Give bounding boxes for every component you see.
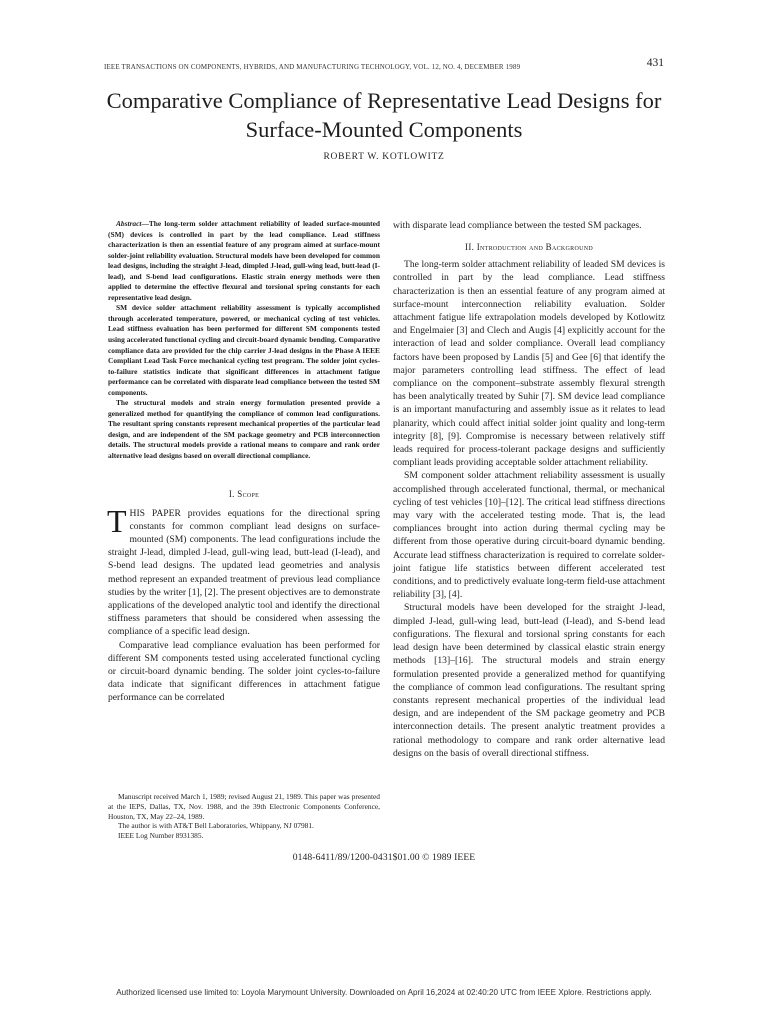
license-notice: Authorized licensed use limited to: Loyola Marymount University. Downloaded on April 16,2024 at 02:40:20 UTC from IEEE Xplore. Restrictions apply. (116, 988, 652, 997)
abstract-paragraph-1 (108, 219, 380, 303)
introduction-paragraph-3: Structural models have been developed for the straight J-lead, dimpled J-lead, gull-wing lead, butt-lead (I-lead), and S-bend lead configurations. The flexural and torsional spring constants for each lead design have been determined by classical elastic strain energy methods [13]–[16]. The structural models and strain energy formulation presented provide a generalized method for quantifying the compliance of common lead configurations. The resultant spring constants represent mechanical properties of the individual lead design, and are independent of the SM package geometry and PCB interconnection details. The present analytic treatment provides a rational methodology to compare and rank order alternative lead designs on the basis of overall directional stiffness. (393, 602, 665, 759)
abstract-paragraph-2: SM device solder attachment reliability assessment is typically accomplished through accelerated temperature, powered, or mechanical cycling of test vehicles. Lead stiffness evaluation has been performed for different SM components tested using accelerated functional cycling and circuit-board dynamic bending. Comparative compliance data are provided for the chip carrier J-lead designs in the Phase A IEEE Compliant Lead Task Force mechanical cycling test program. The solder joint cycles-to-failure statistics indicate that significant differences in attachment fatigue performance can be correlated with disparate lead compliance between the tested SM components. (108, 303, 380, 397)
abstract-text-1: —The long-term solder attachment reliability of leaded surface-mounted (SM) devices is controlled in part by the lead compliance. Lead stiffness characterization is then an essential feature of any program aimed at surface-mount solder-joint reliability evaluation. Structural models have been developed for common lead designs, including the straight J-lead, dimpled J-lead, gull-wing lead, butt-lead (I-lead), and S-bend lead configurations. Elastic strain energy methods were then applied to determine the effective flexural and torsional spring constants for each representative lead design. (108, 219, 380, 302)
footnote-log-number: IEEE Log Number 8931385. (118, 831, 204, 841)
abstract-paragraph-3: The structural models and strain energy formulation presented provide a generalized method for quantifying the compliance of common lead configurations. The resultant spring constants represent mechanical properties of the particular lead design, and are independent of the SM package geometry and PCB interconnection details. The structural models provide a rational means to compare and rank order alternative lead designs based on overall directional compliance. (108, 398, 380, 461)
running-head: IEEE TRANSACTIONS ON COMPONENTS, HYBRIDS, AND MANUFACTURING TECHNOLOGY, VOL. 12, NO. 4, DECEMBER 1989 (104, 63, 521, 71)
abstract (108, 219, 380, 462)
issn-copyright-line: 0148-6411/89/1200-0431$01.00 © 1989 IEEE (292, 852, 476, 863)
introduction-body (393, 258, 665, 760)
left-column (108, 219, 380, 705)
author-name: ROBERT W. KOTLOWITZ (323, 152, 445, 162)
right-column (393, 219, 665, 760)
section-heading-introduction: II. Introduction and Background (465, 242, 593, 253)
scope-paragraph-1 (107, 502, 380, 639)
right-column-body (393, 219, 665, 232)
scope-paragraph-2: Comparative lead compliance evaluation has been performed for different SM components tested using accelerated functional cycling or circuit-board dynamic bending. The solder joint cycles-to-failure data indicate that significant differences in attachment fatigue performance can be correlated (108, 639, 380, 704)
scope-body (107, 502, 380, 705)
scope-text-1: HIS PAPER provides equations for the directional spring constants for common compliant lead designs on surface-mounted (SM) components. The lead configurations include the straight J-lead, dimpled J-lead, gull-wing lead, butt-lead (I-lead), and S-bend lead designs. The updated lead geometries and analysis method represent an expanded treatment of previous lead compliance studies by the writer [1], [2]. The present objectives are to demonstrate applications of the developed analytic tool and identify the directional stiffness parameters that should be considered when assessing the compliance of a specific lead design. (108, 507, 380, 638)
abstract-label: Abstract (116, 219, 142, 228)
continuation-paragraph: with disparate lead compliance between the tested SM packages. (393, 220, 642, 231)
section-heading-scope: I. Scope (228, 488, 260, 499)
footnotes (108, 792, 380, 841)
footnote-manuscript: Manuscript received March 1, 1989; revised August 21, 1989. This paper was presented at the IEPS, Dallas, TX, Nov. 1988, and the 39th Electronic Components Conference, Houston, TX, May 22–24, 1989. (108, 792, 380, 821)
drop-cap: T (107, 502, 127, 539)
introduction-paragraph-2: SM component solder attachment reliability assessment is usually accomplished through accelerated functional, thermal, or mechanical cycling of test vehicles [10]–[12]. The critical lead stiffness directions may vary with the accelerated testing mode. That is, the lead compliances brought into action during thermal cycling may be different from those operative during circuit-board dynamic bending. Accurate lead stiffness characterization is required to correlate solder-joint fatigue life statistics between different accelerated test conditions, and to predictively evaluate long-term field-use attachment reliability [3], [4]. (393, 470, 665, 601)
introduction-paragraph-1: The long-term solder attachment reliability of leaded SM devices is controlled in part by the lead compliance. Lead stiffness characterization is then an essential feature of any program aimed at surface-mount interconnection reliability evaluation. Solder attachment fatigue life extrapolation models developed by Kotlowitz and Engelmaier [3] and Clech and Augis [4] explicitly account for the interaction of lead and solder compliance. Overall lead compliancy factors have been proposed by Landis [5] and Gee [6] that identify the major parameters controlling lead stiffness. The effect of lead compliance on the component–substrate assembly flexural strength has been analytically treated by Suhir [7]. SM device lead compliance is an important manufacturing and assembly issue as it relates to lead planarity, which could affect initial solder joint quality and long-term integrity [8], [9]. Compromise is necessary between relatively stiff leads required for process-tolerant package designs and sufficiently compliant leads providing acceptable solder attachment reliability. (393, 259, 665, 469)
paper-title: Comparative Compliance of Representative Lead Designs for Surface-Mounted Components (106, 88, 662, 142)
footnote-affiliation: The author is with AT&T Bell Laboratories, Whippany, NJ 07981. (118, 821, 314, 831)
page-number: 431 (646, 57, 664, 69)
